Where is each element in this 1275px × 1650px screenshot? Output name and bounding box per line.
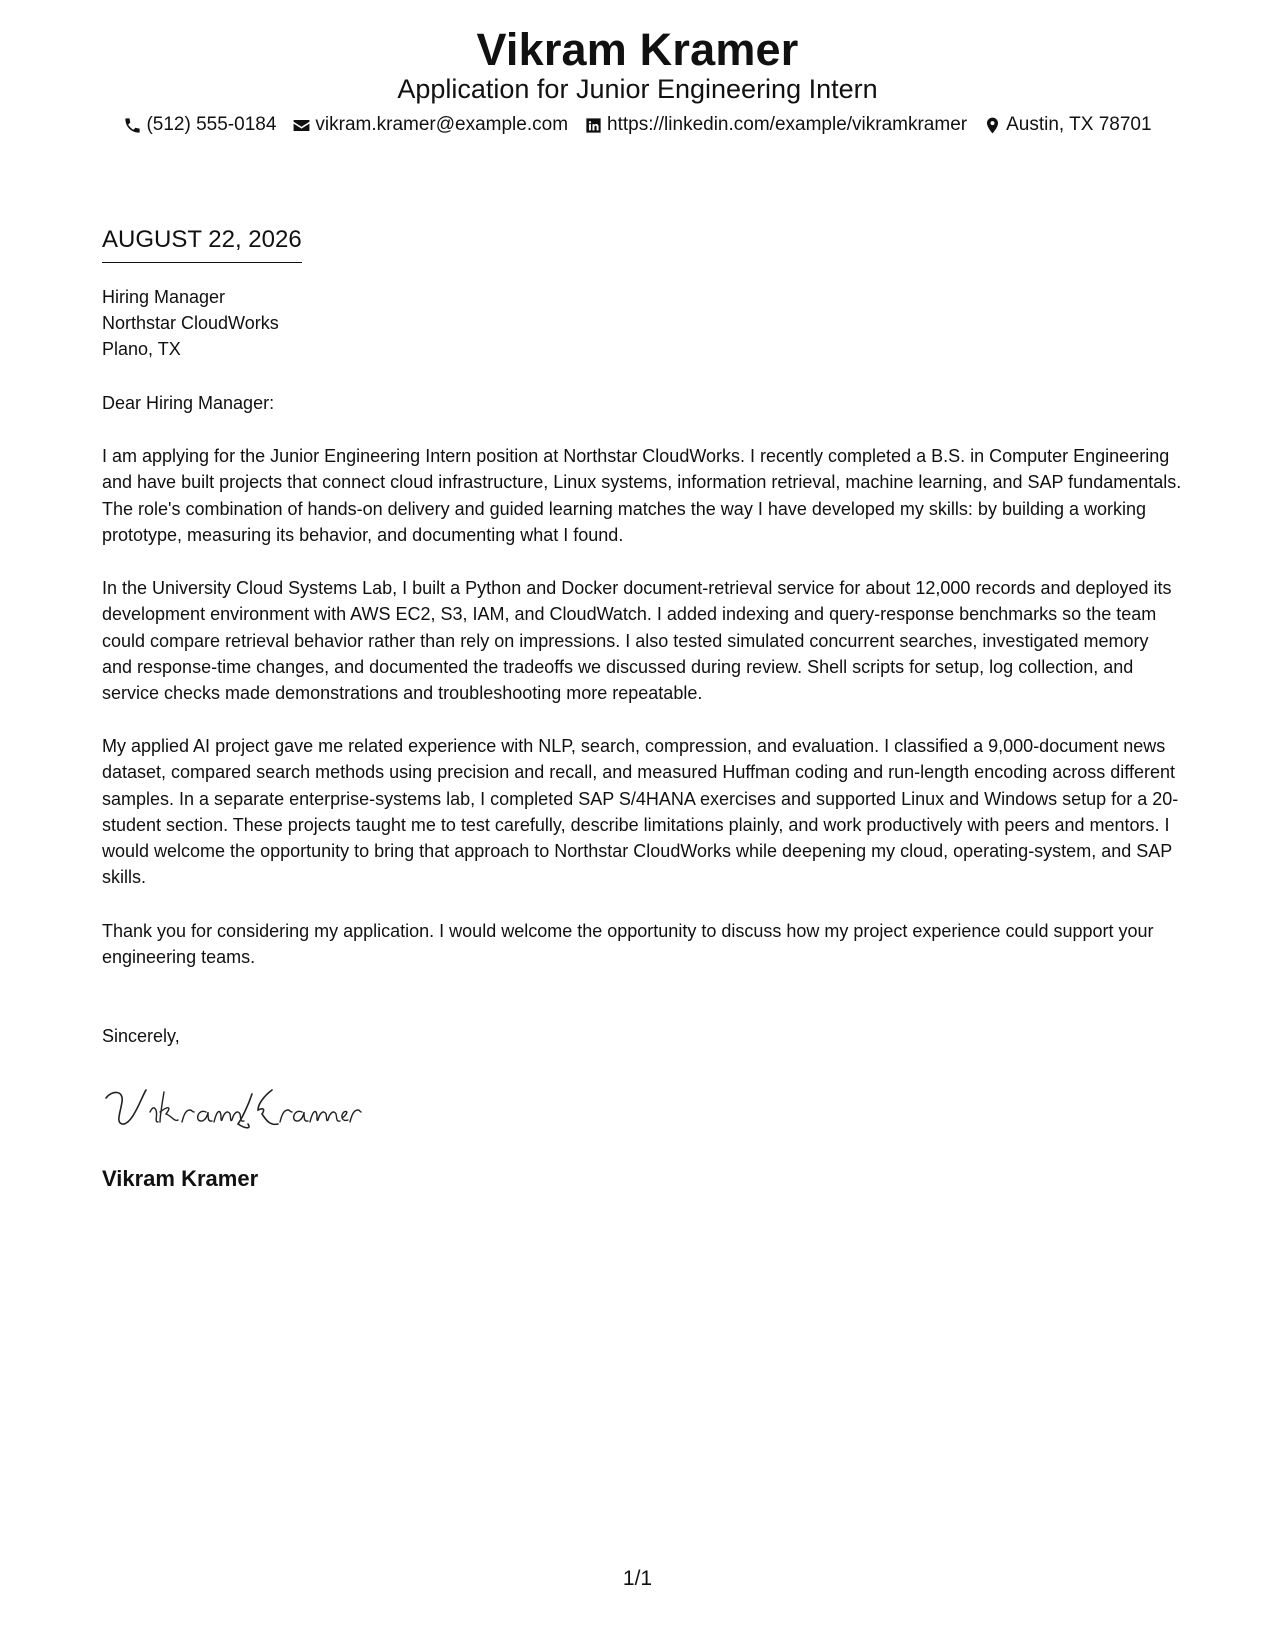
contact-linkedin[interactable] [584, 112, 967, 138]
recipient-location: Plano, TX [102, 339, 181, 359]
application-subtitle: Application for Junior Engineering Intern [397, 74, 878, 104]
envelope-icon [292, 116, 311, 135]
recipient-title: Hiring Manager [102, 287, 226, 307]
letter-date: AUGUST 22, 2026 [102, 224, 302, 263]
paragraph-ai-project: My applied AI project gave me related experience with NLP, search, compression, and evaluation. I classified a 9,000-document news dataset, compared search methods using precision and recall, and measured Huffman coding and run-length encoding across different samples. In a separate enterprise-systems lab, I completed SAP S/4HANA exercises and supported Linux and Windows setup for a 20-student section. These projects taught me to test carefully, describe limitations plainly, and work productively with peers and mentors. I would welcome the opportunity to bring that approach to Northstar CloudWorks while deepening my cloud, operating-system, and SAP skills. [102, 736, 1179, 888]
recipient-company: Northstar CloudWorks [102, 313, 279, 333]
linkedin-icon [584, 116, 603, 135]
paragraph-cloud-lab: In the University Cloud Systems Lab, I built a Python and Docker document-retrieval service for about 12,000 records and deployed its development environment with AWS EC2, S3, IAM, and CloudWatch. I added indexing and query-response benchmarks so the team could compare retrieval behavior rather than rely on impressions. I also tested simulated concurrent searches, investigated memory and response-time changes, and documented the tradeoffs we discussed during review. Shell scripts for setup, log collection, and service checks made demonstrations and troubleshooting more repeatable. [102, 578, 1172, 704]
contact-email[interactable] [292, 112, 568, 138]
map-pin-icon [983, 116, 1002, 135]
email-address[interactable]: vikram.kramer@example.com [315, 114, 569, 135]
handwritten-signature [102, 1076, 362, 1136]
signer-name: Vikram Kramer [102, 1166, 259, 1191]
phone-icon [123, 116, 142, 135]
contact-bar [0, 112, 1275, 138]
paragraph-intro: I am applying for the Junior Engineering Intern position at Northstar CloudWorks. I recently completed a B.S. in Computer Engineering and have built projects that connect cloud infrastructure, Linux systems, information retrieval, machine learning, and SAP fundamentals. The role's combination of hands-on delivery and guided learning matches the way I have developed my skills: by building a working prototype, measuring its behavior, and documenting what I found. [102, 446, 1182, 545]
location-text: Austin, TX 78701 [1006, 114, 1152, 135]
contact-location [983, 112, 1151, 138]
recipient-block [102, 284, 279, 362]
phone-number: (512) 555-0184 [146, 114, 277, 135]
linkedin-url[interactable]: https://linkedin.com/example/vikramkramer [607, 114, 968, 135]
salutation: Dear Hiring Manager: [102, 393, 275, 413]
applicant-name: Vikram Kramer [476, 24, 799, 75]
closing-phrase: Sincerely, [102, 1026, 180, 1046]
page-number: 1/1 [622, 1567, 653, 1590]
paragraph-closing: Thank you for considering my application. I would welcome the opportunity to discuss how my project experience could support your engineering teams. [102, 921, 1154, 968]
contact-phone [123, 112, 276, 138]
